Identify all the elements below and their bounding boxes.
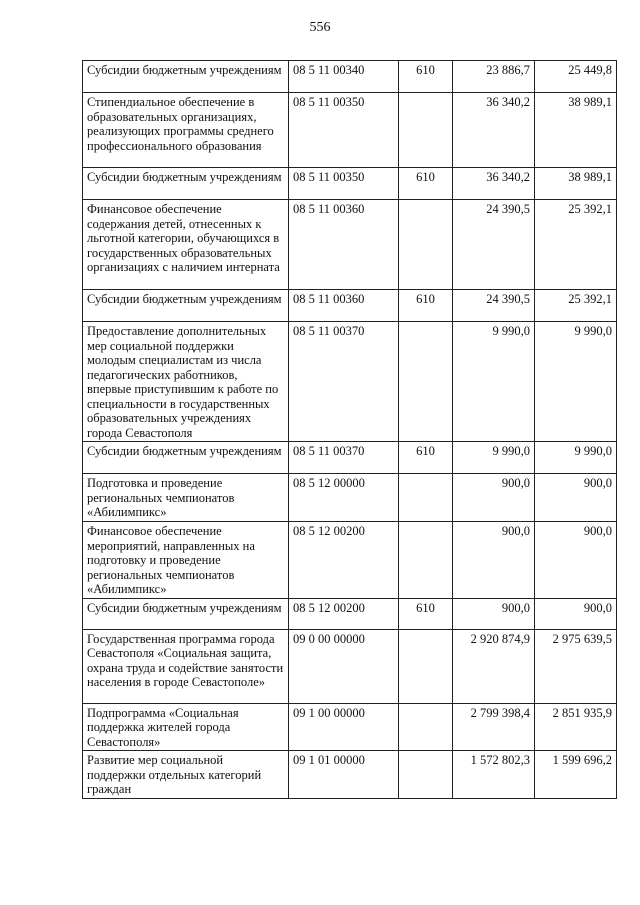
row-expense-type (399, 751, 453, 799)
page-number: 556 (309, 20, 331, 35)
table-row (83, 168, 617, 200)
table-row (83, 93, 617, 168)
row-sum-2: 2 851 935,9 (535, 703, 617, 751)
row-code: 08 5 11 00340 (289, 61, 399, 93)
row-name: Субсидии бюджетным учреждениям (83, 598, 289, 629)
row-sum-1: 24 390,5 (453, 200, 535, 290)
row-code: 09 1 00 00000 (289, 703, 399, 751)
row-name: Субсидии бюджетным учреждениям (83, 442, 289, 474)
row-sum-2: 900,0 (535, 522, 617, 599)
row-sum-1: 36 340,2 (453, 168, 535, 200)
row-sum-2: 900,0 (535, 598, 617, 629)
row-sum-1: 9 990,0 (453, 322, 535, 442)
table-row (83, 598, 617, 629)
row-sum-2: 25 392,1 (535, 290, 617, 322)
row-sum-1: 900,0 (453, 522, 535, 599)
row-expense-type: 610 (399, 442, 453, 474)
row-expense-type (399, 703, 453, 751)
table-row (83, 751, 617, 799)
table-row (83, 61, 617, 93)
row-expense-type (399, 93, 453, 168)
row-code: 08 5 11 00370 (289, 442, 399, 474)
row-expense-type (399, 200, 453, 290)
row-expense-type (399, 522, 453, 599)
table-row (83, 629, 617, 703)
row-sum-1: 900,0 (453, 598, 535, 629)
row-sum-2: 900,0 (535, 474, 617, 522)
table-row (83, 200, 617, 290)
row-sum-2: 25 449,8 (535, 61, 617, 93)
row-expense-type (399, 474, 453, 522)
row-name: Субсидии бюджетным учреждениям (83, 61, 289, 93)
row-sum-1: 2 920 874,9 (453, 629, 535, 703)
row-expense-type (399, 629, 453, 703)
row-sum-2: 25 392,1 (535, 200, 617, 290)
row-code: 08 5 11 00360 (289, 200, 399, 290)
row-expense-type: 610 (399, 598, 453, 629)
row-code: 08 5 11 00350 (289, 93, 399, 168)
row-code: 08 5 11 00370 (289, 322, 399, 442)
row-sum-1: 2 799 398,4 (453, 703, 535, 751)
row-sum-1: 36 340,2 (453, 93, 535, 168)
row-sum-1: 9 990,0 (453, 442, 535, 474)
row-expense-type (399, 322, 453, 442)
table-row (83, 474, 617, 522)
row-name: Государственная программа города Севастополя «Социальная защита, охрана труда и содействие занятости населения в городе Севастополе» (83, 629, 289, 703)
row-name: Подготовка и проведение региональных чемпионатов «Абилимпикс» (83, 474, 289, 522)
row-expense-type: 610 (399, 290, 453, 322)
table-row (83, 290, 617, 322)
row-code: 08 5 12 00000 (289, 474, 399, 522)
budget-table (82, 60, 617, 799)
row-name: Предоставление дополнительных мер социальной поддержки молодым специалистам из числа педагогических работников, впервые приступившим к работе по специальности в государственных образовательных учреждениях города Севастополя (83, 322, 289, 442)
row-code: 09 1 01 00000 (289, 751, 399, 799)
row-code: 08 5 11 00350 (289, 168, 399, 200)
row-name: Развитие мер социальной поддержки отдельных категорий граждан (83, 751, 289, 799)
row-sum-1: 1 572 802,3 (453, 751, 535, 799)
row-name: Подпрограмма «Социальная поддержка жителей города Севастополя» (83, 703, 289, 751)
row-expense-type: 610 (399, 61, 453, 93)
row-sum-2: 2 975 639,5 (535, 629, 617, 703)
row-name: Субсидии бюджетным учреждениям (83, 290, 289, 322)
table-row (83, 703, 617, 751)
row-name: Финансовое обеспечение содержания детей, отнесенных к льготной категории, обучающихся в государственных образовательных организациях с наличием интерната (83, 200, 289, 290)
row-code: 09 0 00 00000 (289, 629, 399, 703)
row-sum-2: 9 990,0 (535, 322, 617, 442)
row-sum-1: 24 390,5 (453, 290, 535, 322)
row-code: 08 5 12 00200 (289, 522, 399, 599)
row-name: Стипендиальное обеспечение в образовательных организациях, реализующих программы среднего профессионального образования (83, 93, 289, 168)
row-sum-2: 38 989,1 (535, 93, 617, 168)
row-name: Финансовое обеспечение мероприятий, направленных на подготовку и проведение региональных чемпионатов «Абилимпикс» (83, 522, 289, 599)
row-name: Субсидии бюджетным учреждениям (83, 168, 289, 200)
row-code: 08 5 12 00200 (289, 598, 399, 629)
row-sum-1: 900,0 (453, 474, 535, 522)
row-code: 08 5 11 00360 (289, 290, 399, 322)
row-sum-2: 38 989,1 (535, 168, 617, 200)
row-expense-type: 610 (399, 168, 453, 200)
table-row (83, 522, 617, 599)
table-row (83, 322, 617, 442)
table-row (83, 442, 617, 474)
row-sum-2: 9 990,0 (535, 442, 617, 474)
row-sum-1: 23 886,7 (453, 61, 535, 93)
row-sum-2: 1 599 696,2 (535, 751, 617, 799)
